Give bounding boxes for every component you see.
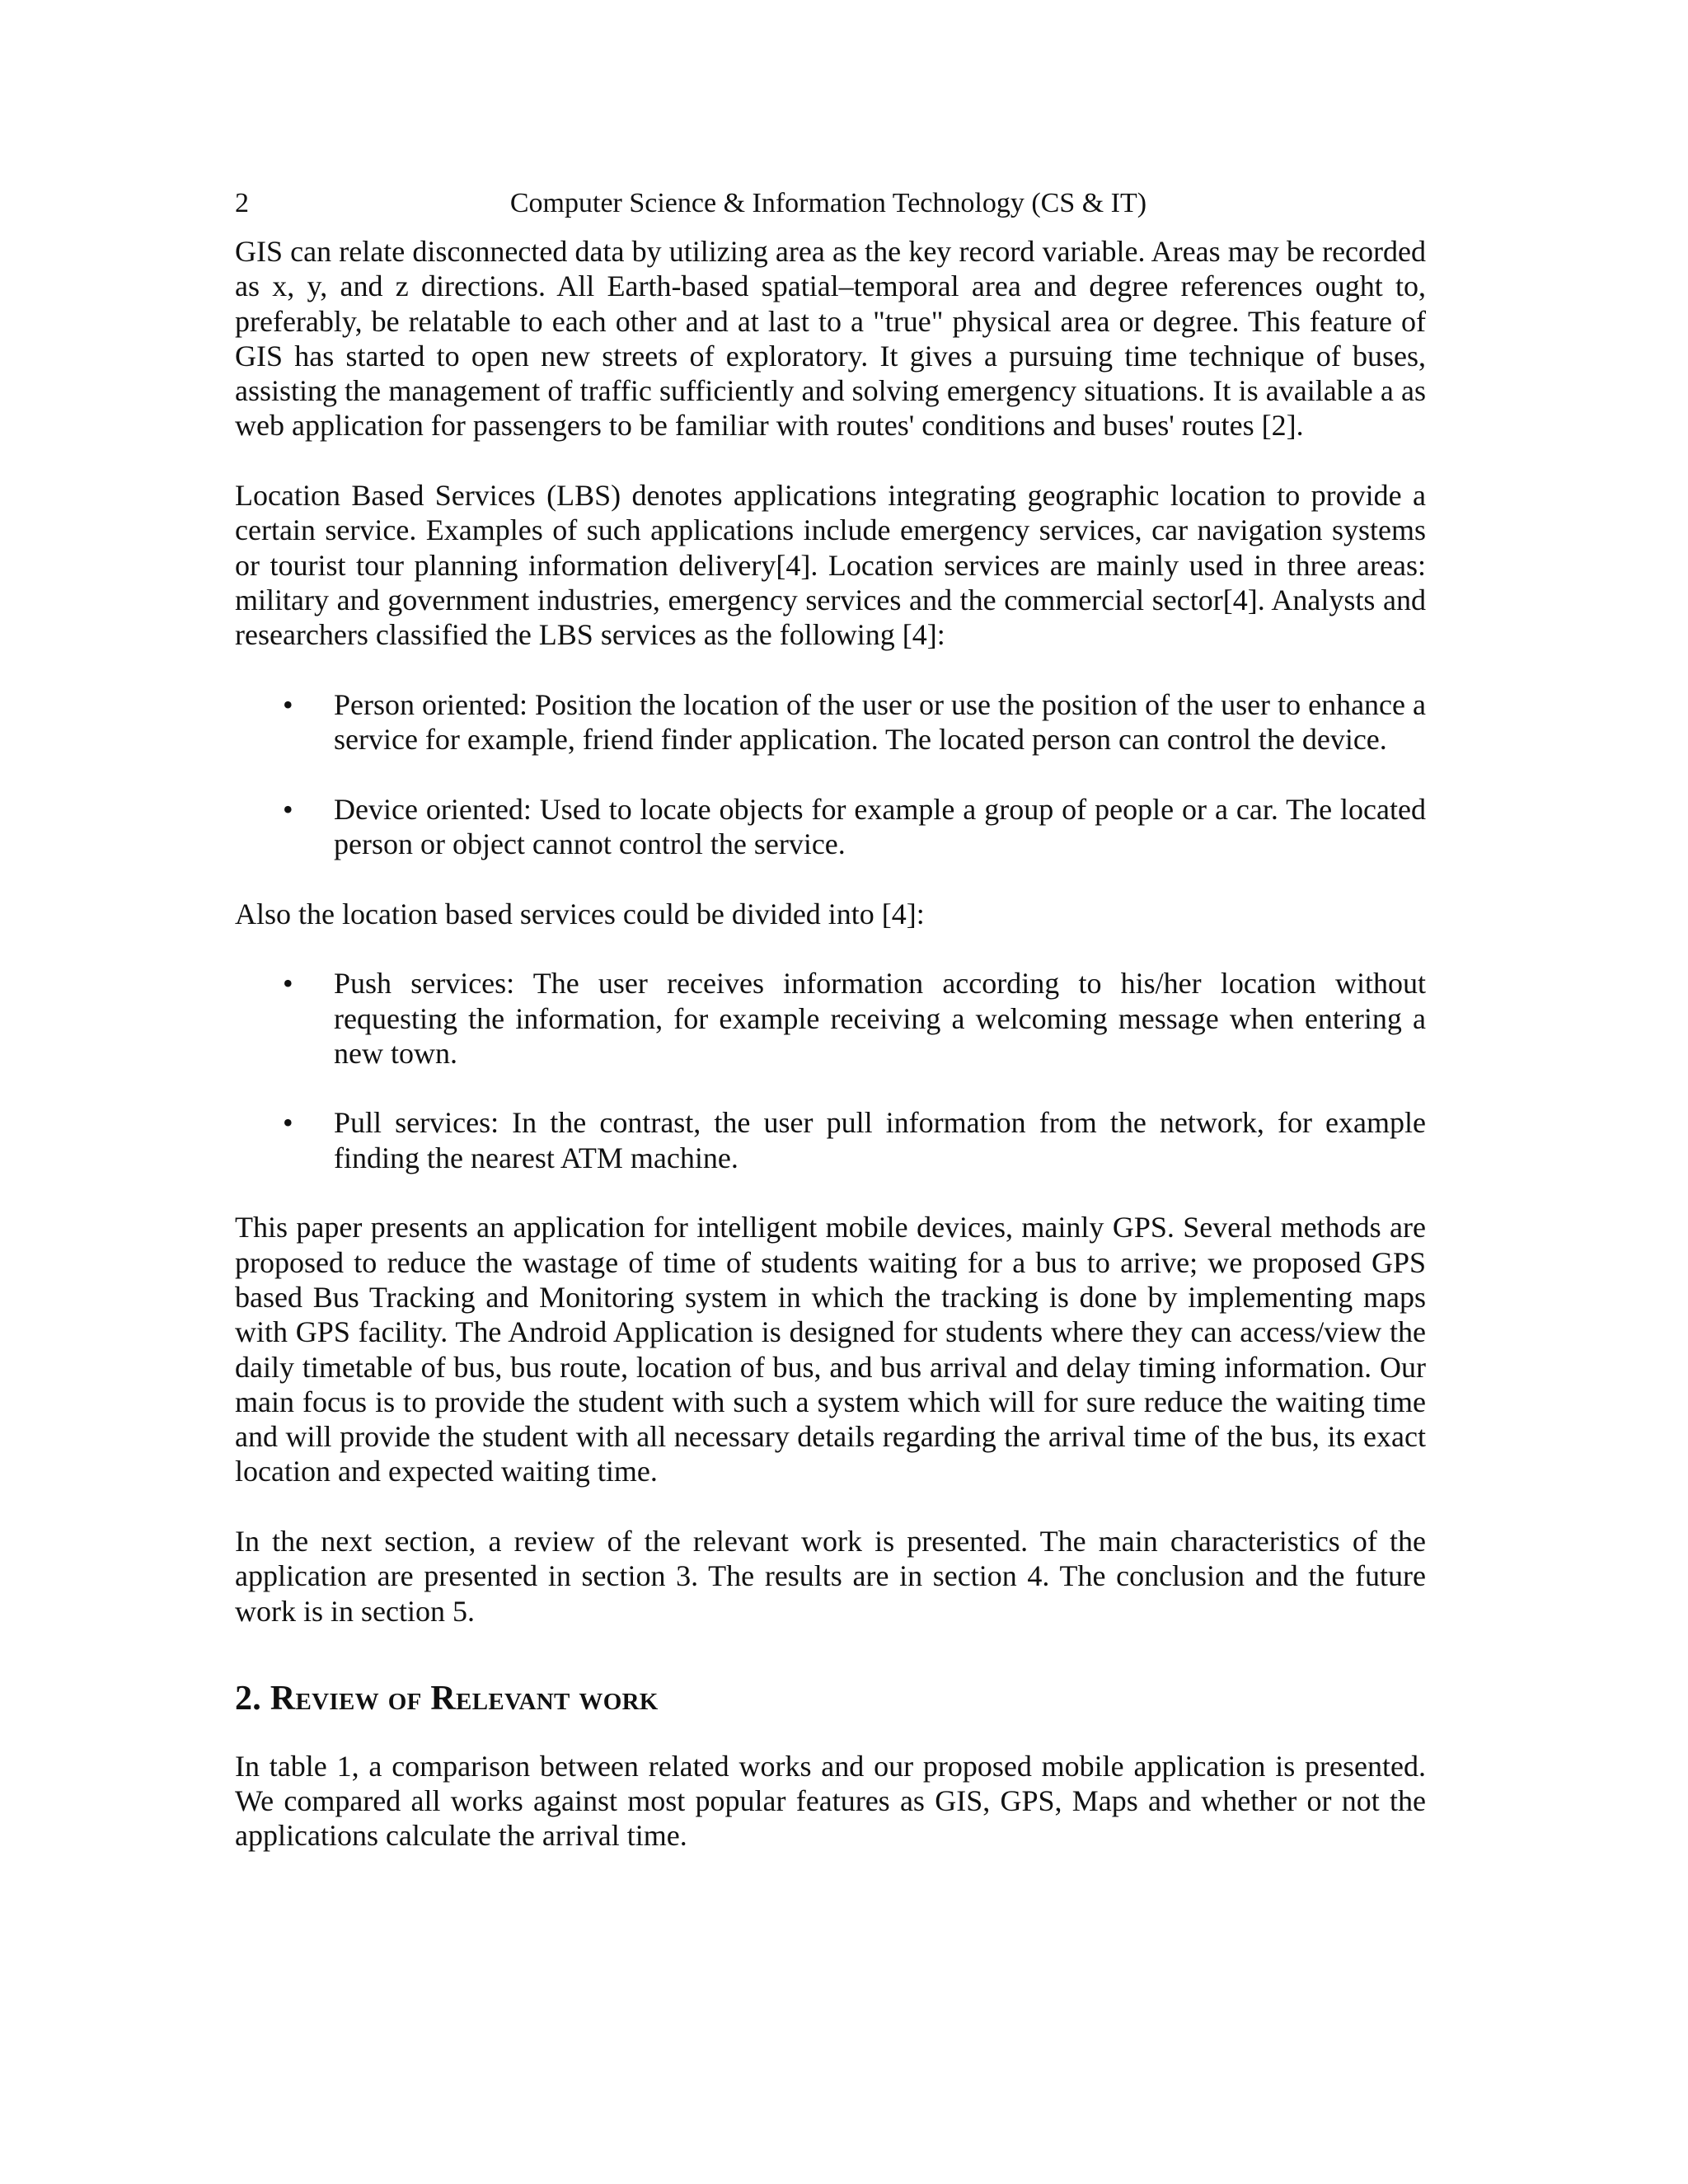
paragraph-application: This paper presents an application for intelligent mobile devices, mainly GPS. Several methods are proposed to reduce the wastage of time of students waiting for a bus to arrive; we proposed GPS based Bus Tracking and Monitoring system in which the tracking is done by implementing maps with GPS facility. The Android Application is designed for students where they can access/view the daily timetable of bus, bus route, location of bus, and bus arrival and delay timing information. Our main focus is to provide the student with such a system which will for sure reduce the waiting time and will provide the student with all necessary details regarding the arrival time of the bus, its exact location and expected waiting time. [235,1211,1426,1488]
paragraph-gis: GIS can relate disconnected data by utilizing area as the key record variable. Areas may be recorded as x, y, and z directions. All Earth-based spatial–temporal area and degree references ought to, preferably, be relatable to each other and at last to a "true" physical area or degree. This feature of GIS has started to open new streets of exploratory. It gives a pursuing time technique of buses, assisting the management of traffic sufficiently and solving emergency situations. It is available a as web application for passengers to be familiar with routes' conditions and buses' routes [2]. [235,235,1426,443]
list-item [235,687,1426,757]
list-item-text: Push services: The user receives information according to his/her location without requesting the information, for example receiving a welcoming message when entering a new town. [334,967,1426,1070]
bullet-icon: • [283,792,293,826]
paragraph-outline: In the next section, a review of the relevant work is presented. The main characteristics of the application are presented in section 3. The results are in section 4. The conclusion and the future work is in section 5. [235,1524,1426,1628]
service-types-list [235,966,1426,1175]
body-text [235,234,1426,1854]
section-heading: 2. Review of Relevant work [235,1679,659,1718]
bullet-icon: • [283,1106,293,1140]
bullet-icon: • [283,687,293,721]
lbs-types-list [235,687,1426,861]
bullet-icon: • [283,967,293,1001]
paragraph-review: In table 1, a comparison between related works and our proposed mobile application is presented. We compared all works against most popular features as GIS, GPS, Maps and whether or not the applications calculate the arrival time. [235,1749,1426,1853]
journal-title: Computer Science & Information Technology (CS & IT) [509,188,1147,218]
list-item-text: Person oriented: Position the location of the user or use the position of the user to enhance a service for example, friend finder application. The located person can control the device. [334,687,1426,757]
paragraph-lbs: Location Based Services (LBS) denotes applications integrating geographic location to provide a certain service. Examples of such applications include emergency services, car navigation systems or tourist tour planning information delivery[4]. Location services are mainly used in three areas: military and government industries, emergency services and the commercial sector[4]. Analysts and researchers classified the LBS services as the following [4]: [235,479,1426,652]
list-item [235,966,1426,1071]
paragraph-lbs-division: Also the location based services could be divided into [4]: [235,897,925,930]
list-item [235,1105,1426,1175]
list-item-text: Pull services: In the contrast, the user pull information from the network, for example finding the nearest ATM machine. [334,1106,1426,1174]
running-header [235,183,1422,224]
list-item [235,792,1426,862]
list-item-text: Device oriented: Used to locate objects for example a group of people or a car. The located person or object cannot control the service. [334,792,1426,861]
page-number: 2 [235,188,249,218]
